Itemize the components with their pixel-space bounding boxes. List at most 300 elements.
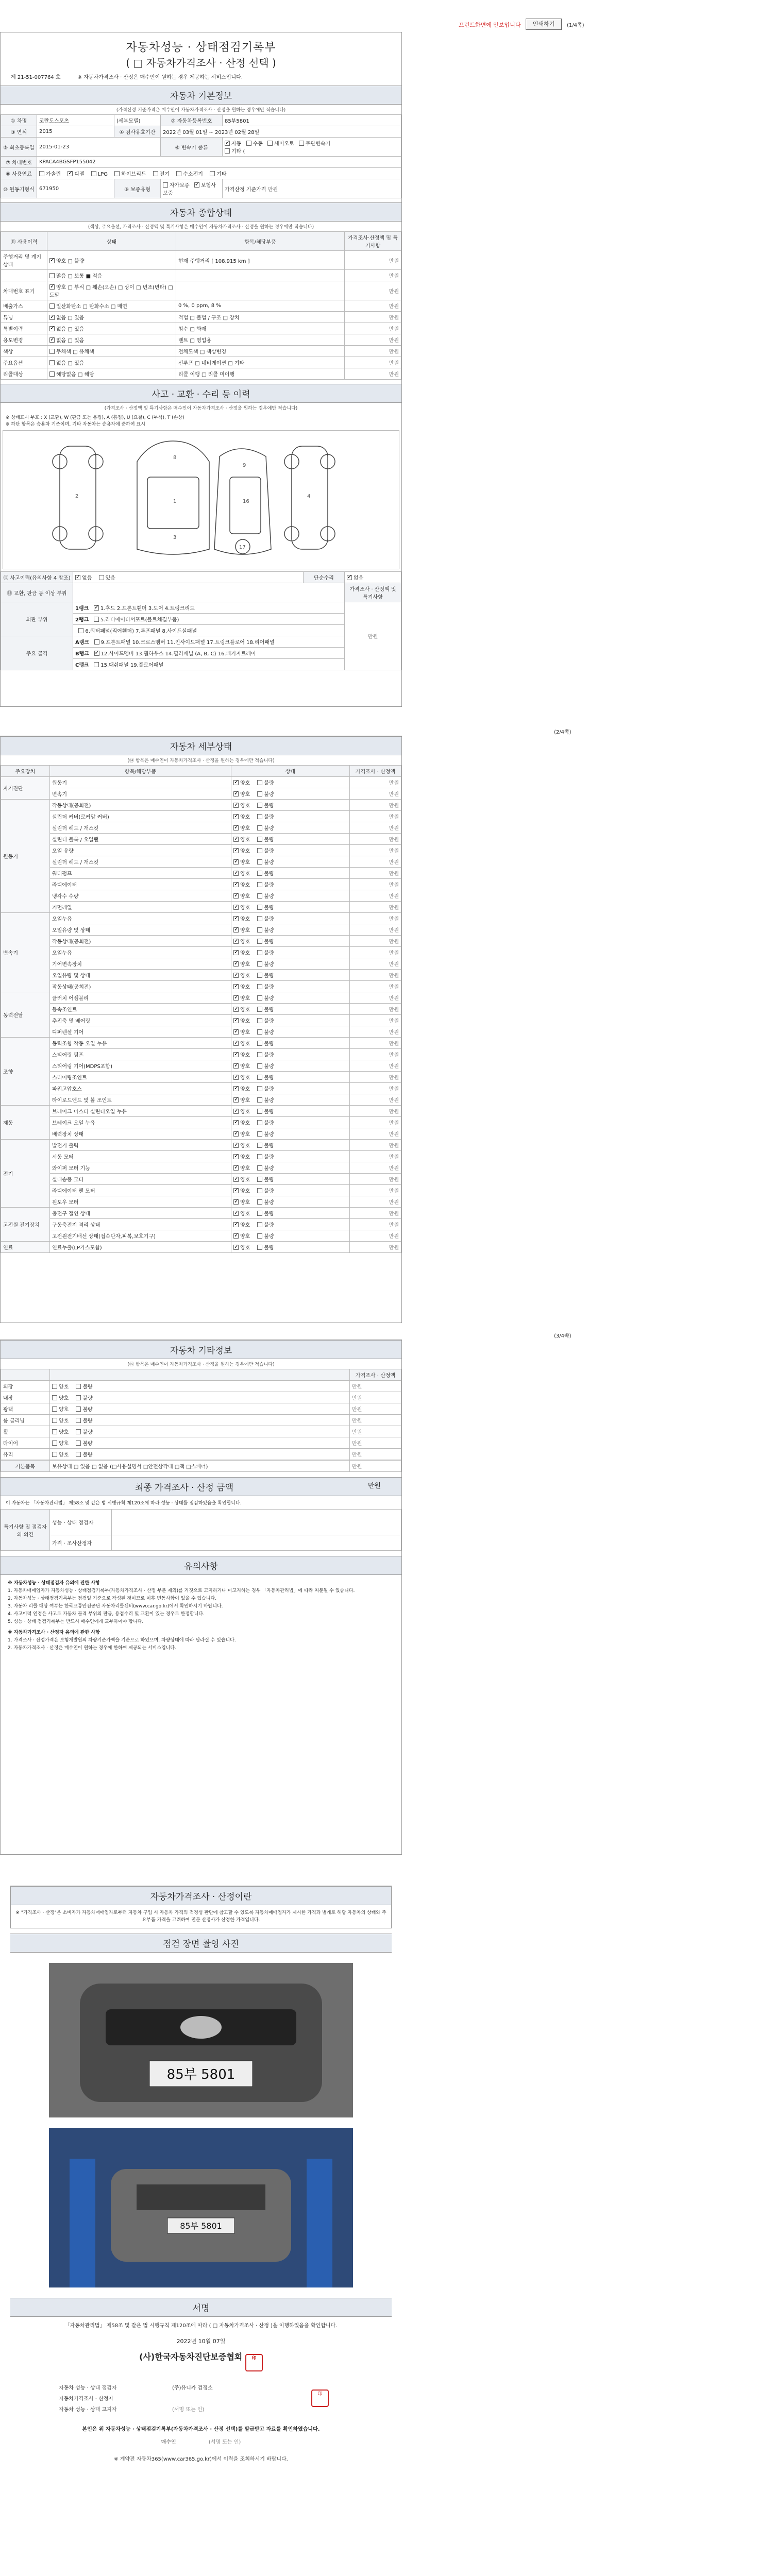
check[interactable] [49, 326, 55, 331]
row-name: 주행거리 및 계기상태 [1, 251, 47, 270]
good-check[interactable] [233, 1131, 239, 1137]
detail-item: 원동기 [50, 777, 231, 788]
rank-row [73, 602, 345, 614]
bad-check[interactable] [257, 939, 262, 944]
good-label: 양호 [240, 1189, 250, 1194]
row-state-text: 해당없음 □ 해당 [56, 372, 94, 378]
bad-label: 불량 [264, 1098, 274, 1104]
bad-check[interactable] [257, 1154, 262, 1159]
detail-group: 고전원 전기장치 [1, 1208, 50, 1242]
page-2 [0, 736, 402, 1323]
bad-check[interactable] [257, 837, 262, 842]
good-check[interactable] [233, 1109, 239, 1114]
detail-state [231, 1208, 350, 1219]
fuel-lpg: LPG [97, 172, 108, 177]
dealer-sign: (서명 또는 인) [172, 2407, 205, 2413]
row-price: 만원 [345, 312, 401, 323]
good-label: 양호 [240, 928, 250, 934]
simple-none-check[interactable] [347, 575, 352, 580]
good-check[interactable] [233, 1211, 239, 1216]
detail-row [1, 777, 401, 788]
good-check[interactable] [233, 780, 239, 785]
bad-check[interactable] [257, 893, 262, 899]
good-label: 양호 [59, 1418, 69, 1424]
detail-price: 만원 [350, 1185, 401, 1196]
detail-row [1, 970, 401, 981]
overview-row [1, 368, 401, 380]
detail-item: 브레이크 오일 누유 [50, 1117, 231, 1128]
other-row [1, 1392, 401, 1403]
trans-other-check[interactable] [225, 148, 230, 154]
bad-check[interactable] [76, 1429, 81, 1434]
detail-item: 스티어링조인트 [50, 1072, 231, 1083]
car-outline-diagram [3, 431, 400, 569]
good-check[interactable] [233, 1018, 239, 1023]
detail-price: 만원 [350, 1162, 401, 1174]
note-label: 특기사항 및 점검자의 의견 [1, 1510, 50, 1551]
good-check[interactable] [233, 791, 239, 796]
detail-state [231, 1049, 350, 1060]
row-name: 주요옵션 [1, 357, 47, 368]
good-check[interactable] [233, 1222, 239, 1227]
check[interactable] [94, 662, 99, 667]
good-label: 양호 [240, 996, 250, 1002]
bad-label: 불량 [264, 1166, 274, 1172]
detail-item: 동력조향 작동 오일 누유 [50, 1038, 231, 1049]
detail-item: 파워고압호스 [50, 1083, 231, 1094]
bad-check[interactable] [76, 1440, 81, 1446]
detail-price: 만원 [350, 879, 401, 890]
detail-state [231, 1083, 350, 1094]
detail-item: 실린더 헤드 / 개스킷 [50, 822, 231, 834]
good-check[interactable] [233, 1154, 239, 1159]
good-label: 양호 [240, 781, 250, 786]
good-check[interactable] [52, 1429, 57, 1434]
good-check[interactable] [52, 1452, 57, 1457]
bad-check[interactable] [76, 1395, 81, 1400]
other-state [50, 1403, 350, 1415]
check[interactable] [49, 284, 55, 290]
svg-text:8: 8 [173, 455, 177, 461]
bad-label: 불량 [264, 905, 274, 911]
bad-check[interactable] [257, 848, 262, 853]
price-label: 가격 · 조사산정자 [50, 1535, 112, 1551]
row-state [47, 368, 176, 380]
detail-price: 만원 [350, 1060, 401, 1072]
rank-parts: 9.프론트패널 10.크로스멤버 11.인사이드패널 17.트렁크플로어 18.리어패널 [100, 640, 275, 646]
good-check[interactable] [233, 1041, 239, 1046]
detail-item: 오일누유 [50, 913, 231, 924]
rank-row [73, 636, 345, 648]
check[interactable] [94, 651, 99, 656]
fuel-lpg-check[interactable] [91, 171, 96, 176]
check[interactable] [49, 273, 55, 278]
good-check[interactable] [233, 1199, 239, 1205]
org-stamp: 印 [245, 2354, 263, 2371]
footer-notice: ※ 계약전 자동차365(www.car365.go.kr)에서 이력을 조회하시기 바랍니다. [114, 2456, 288, 2462]
detail-item: 배력장치 상태 [50, 1128, 231, 1140]
note-line: ※ 자동차성능 · 상태점검자 유의에 관한 사항 [8, 1581, 100, 1586]
bad-check[interactable] [257, 916, 262, 921]
good-label: 양호 [240, 917, 250, 922]
good-label: 양호 [240, 905, 250, 911]
detail-state [231, 1230, 350, 1242]
rank-name: A랭크 [75, 640, 90, 646]
bad-check[interactable] [76, 1384, 81, 1389]
bad-label: 불량 [264, 883, 274, 888]
good-check[interactable] [233, 1075, 239, 1080]
overview-sub: (색상, 주요옵션, 가격조사 · 산정액 및 특기사항은 매수인이 자동차가격조사 · 산정을 원하는 경우에만 적습니다) [88, 225, 314, 230]
good-check[interactable] [233, 848, 239, 853]
fuel-hybrid-check[interactable] [114, 171, 120, 176]
warranty-label: ⑨ 보증유형 [114, 179, 161, 198]
good-check[interactable] [233, 1007, 239, 1012]
check[interactable] [94, 605, 99, 611]
good-check[interactable] [233, 927, 239, 933]
row-state [47, 300, 176, 312]
simple-none: 없음 [354, 575, 364, 581]
other-row [1, 1449, 401, 1460]
bad-check[interactable] [257, 973, 262, 978]
fuel-h2-check[interactable] [176, 171, 181, 176]
good-label: 양호 [240, 1019, 250, 1024]
good-check[interactable] [233, 825, 239, 831]
detail-price: 만원 [350, 1174, 401, 1185]
detail-row [1, 800, 401, 811]
bad-check[interactable] [257, 995, 262, 1001]
detail-item: 등속조인트 [50, 1004, 231, 1015]
bad-check[interactable] [257, 780, 262, 785]
dealer-role: 자동차 성능 · 상태 고지자 [59, 2407, 117, 2413]
bad-label: 불량 [264, 1053, 274, 1058]
fuel-ev-check[interactable] [153, 171, 158, 176]
doc-title: 자동차성능 · 상태점검기록부 [126, 41, 276, 54]
good-label: 양호 [240, 1211, 250, 1217]
detail-item: 구동축전지 격리 상태 [50, 1219, 231, 1230]
check[interactable] [94, 639, 99, 645]
detail-state [231, 936, 350, 947]
bad-label: 불량 [264, 985, 274, 990]
basic-items-label: 기본품목 [1, 1461, 50, 1472]
good-check[interactable] [233, 882, 239, 887]
row-item [176, 270, 345, 281]
detail-group: 원동기 [1, 800, 50, 913]
bad-check[interactable] [257, 1041, 262, 1046]
bad-check[interactable] [257, 1018, 262, 1023]
good-check[interactable] [233, 893, 239, 899]
basic-items: 보유상태 □ 있음 □ 없음 (□사용설명서 □안전삼각대 □잭 □스패너) [50, 1461, 350, 1472]
detail-row [1, 958, 401, 970]
detail-state [231, 958, 350, 970]
detail-state [231, 970, 350, 981]
front-photo [49, 1963, 353, 2117]
bad-check[interactable] [257, 1052, 262, 1057]
good-check[interactable] [233, 1177, 239, 1182]
bad-check[interactable] [76, 1418, 81, 1423]
detail-row [1, 1151, 401, 1162]
detail-state [231, 1151, 350, 1162]
bad-label: 불량 [82, 1384, 93, 1390]
detail-price: 만원 [350, 1117, 401, 1128]
good-label: 양호 [59, 1396, 69, 1401]
good-check[interactable] [233, 973, 239, 978]
good-check[interactable] [233, 1233, 239, 1239]
other-label: 유리 [1, 1449, 50, 1460]
bad-check[interactable] [257, 859, 262, 865]
price-basis-label: 가격산정 기준가격 [225, 187, 266, 193]
bad-label: 불량 [82, 1396, 93, 1401]
detail-row [1, 992, 401, 1004]
bad-check[interactable] [257, 950, 262, 955]
good-check[interactable] [233, 1120, 239, 1125]
detail-group: 변속기 [1, 913, 50, 992]
bad-check[interactable] [257, 1233, 262, 1239]
rank-parts: 6.쿼터패널(리어휀더) 7.루프패널 8.사이드실패널 [85, 629, 197, 634]
bad-check[interactable] [257, 791, 262, 796]
good-check[interactable] [233, 1165, 239, 1171]
good-label: 양호 [240, 1041, 250, 1047]
page-1 [0, 32, 402, 707]
trans-options [223, 138, 401, 157]
detail-row [1, 1219, 401, 1230]
detail-state [231, 1242, 350, 1253]
history-yes-check[interactable] [99, 575, 104, 580]
check[interactable] [49, 371, 55, 377]
bad-check[interactable] [257, 1086, 262, 1091]
front-plate-text: 85부 5801 [166, 2067, 236, 2082]
final-head-text: 최종 가격조사 · 산정 금액 [135, 1483, 234, 1493]
good-check[interactable] [233, 916, 239, 921]
good-check[interactable] [233, 837, 239, 842]
check[interactable] [49, 258, 55, 263]
check[interactable] [94, 617, 99, 622]
bad-check[interactable] [257, 1211, 262, 1216]
trans-auto-check[interactable] [225, 141, 230, 146]
perf-label: 성능 · 상태 점검자 [50, 1510, 112, 1535]
good-check[interactable] [233, 1188, 239, 1193]
row-item: 선루프 □ 네비게이션 □ 기타 [176, 357, 345, 368]
bad-check[interactable] [257, 1120, 262, 1125]
good-label: 양호 [59, 1452, 69, 1458]
good-label: 양호 [240, 815, 250, 820]
other-state [50, 1437, 350, 1449]
other-price: 만원 [350, 1415, 401, 1426]
rank-parts: 1.후드 2.프론트휀더 3.도어 4.트렁크리드 [100, 606, 195, 612]
plate: 85부5801 [223, 115, 401, 126]
bad-label: 불량 [264, 1121, 274, 1126]
other-label: 내장 [1, 1392, 50, 1403]
bad-check[interactable] [257, 1177, 262, 1182]
detail-row [1, 1026, 401, 1038]
detail-state [231, 1015, 350, 1026]
good-check[interactable] [52, 1418, 57, 1423]
check[interactable] [49, 303, 55, 309]
good-check[interactable] [233, 1245, 239, 1250]
bad-check[interactable] [257, 1143, 262, 1148]
part-area [73, 583, 345, 602]
detail-row [1, 1072, 401, 1083]
detail-state [231, 822, 350, 834]
bad-label: 불량 [264, 1030, 274, 1036]
bad-check[interactable] [257, 1029, 262, 1035]
bad-check[interactable] [76, 1406, 81, 1412]
note-line: 1. 가격조사 · 산정가격은 보험개발원의 차량기준가액을 기준으로 하였으며, 차량상태에 따라 달라질 수 있습니다. [8, 1638, 236, 1643]
other-row [1, 1403, 401, 1415]
bad-check[interactable] [257, 961, 262, 967]
good-check[interactable] [52, 1384, 57, 1389]
bad-check[interactable] [257, 905, 262, 910]
good-check[interactable] [233, 984, 239, 989]
detail-row [1, 1015, 401, 1026]
good-check[interactable] [233, 1052, 239, 1057]
detail-state [231, 834, 350, 845]
rank-parts: 5.라디에이터서포트(볼트체결부품) [100, 617, 179, 623]
bad-label: 불량 [264, 1109, 274, 1115]
good-check[interactable] [233, 1097, 239, 1103]
good-check[interactable] [233, 1143, 239, 1148]
detail-row [1, 1242, 401, 1253]
good-check[interactable] [233, 1086, 239, 1091]
bad-label: 불량 [82, 1452, 93, 1458]
bad-label: 불량 [264, 1177, 274, 1183]
bad-check[interactable] [257, 1199, 262, 1205]
bad-label: 불량 [264, 837, 274, 843]
bad-label: 불량 [264, 951, 274, 956]
page-3 [0, 1340, 402, 1855]
bad-check[interactable] [257, 882, 262, 887]
outer-label: 외판 부위 [1, 602, 73, 636]
fuel-gasoline-check[interactable] [39, 171, 44, 176]
good-check[interactable] [233, 995, 239, 1001]
detail-state [231, 845, 350, 856]
check[interactable] [78, 628, 83, 633]
vin: KPACA4BGSFP155042 [37, 157, 401, 168]
good-check[interactable] [233, 961, 239, 967]
row-item: 전체도색 □ 색상변경 [176, 346, 345, 357]
check[interactable] [49, 315, 55, 320]
svg-text:2: 2 [75, 494, 79, 499]
fuel-other-check[interactable] [210, 171, 215, 176]
trans-cvt-check[interactable] [299, 141, 304, 146]
row-price: 만원 [345, 323, 401, 334]
good-check[interactable] [233, 803, 239, 808]
good-check[interactable] [233, 950, 239, 955]
good-check[interactable] [233, 814, 239, 819]
good-label: 양호 [240, 1087, 250, 1092]
bad-check[interactable] [257, 1007, 262, 1012]
bad-check[interactable] [257, 984, 262, 989]
good-label: 양호 [240, 883, 250, 888]
bad-check[interactable] [257, 871, 262, 876]
good-check[interactable] [52, 1395, 57, 1400]
detail-price: 만원 [350, 936, 401, 947]
detail-row [1, 947, 401, 958]
other-price: 만원 [350, 1392, 401, 1403]
bad-label: 불량 [264, 1200, 274, 1206]
detail-state [231, 992, 350, 1004]
main-label: 주요 골격 [1, 636, 73, 670]
bad-check[interactable] [257, 1075, 262, 1080]
good-label: 양호 [240, 973, 250, 979]
note-line: 2. 자동차성능 · 상태점검기록부는 점검일 기준으로 작성된 것이므로 이후 변동사항이 있을 수 있습니다. [8, 1596, 217, 1601]
simple-label: 단순수리 [304, 572, 345, 583]
bad-label: 불량 [264, 928, 274, 934]
detail-group: 조향 [1, 1038, 50, 1106]
fuel-diesel-check[interactable] [68, 171, 73, 176]
good-label: 양호 [59, 1407, 69, 1413]
detail-row [1, 1004, 401, 1015]
good-check[interactable] [233, 1029, 239, 1035]
bad-check[interactable] [76, 1452, 81, 1457]
detail-row [1, 1049, 401, 1060]
good-check[interactable] [233, 859, 239, 865]
bad-check[interactable] [257, 1222, 262, 1227]
good-check[interactable] [233, 939, 239, 944]
detail-price: 만원 [350, 1083, 401, 1094]
detail-state [231, 879, 350, 890]
good-check[interactable] [233, 871, 239, 876]
good-check[interactable] [52, 1406, 57, 1412]
bad-check[interactable] [257, 1188, 262, 1193]
check[interactable] [49, 349, 55, 354]
good-check[interactable] [52, 1440, 57, 1446]
detail-row [1, 856, 401, 868]
warranty-options [161, 179, 223, 198]
car-name: 코란도스포츠 [37, 115, 114, 126]
row-state [47, 312, 176, 323]
detail-state [231, 788, 350, 800]
bad-check[interactable] [257, 1245, 262, 1250]
bad-check[interactable] [257, 803, 262, 808]
warranty-ins-check[interactable] [194, 182, 199, 188]
bad-label: 불량 [264, 860, 274, 866]
page-indicator: (1/4쪽) [567, 23, 584, 28]
rank-row [73, 648, 345, 659]
detail-price: 만원 [350, 1072, 401, 1083]
bad-check[interactable] [257, 1097, 262, 1103]
accident-head: 사고 · 교환 · 수리 등 이력 [1, 384, 401, 403]
bad-check[interactable] [257, 1131, 262, 1137]
trans-manual-check[interactable] [246, 141, 251, 146]
bad-check[interactable] [257, 1165, 262, 1171]
detail-item: 오일유량 및 상태 [50, 970, 231, 981]
detail-item: 작동상태(공회전) [50, 800, 231, 811]
check[interactable] [49, 360, 55, 365]
detail-item: 오일유량 및 상태 [50, 924, 231, 936]
good-check[interactable] [233, 905, 239, 910]
warranty-self-check[interactable] [163, 182, 168, 188]
check[interactable] [49, 337, 55, 343]
good-check[interactable] [233, 1063, 239, 1069]
trans-semi-check[interactable] [267, 141, 273, 146]
col-state: 상태 [231, 766, 350, 777]
detail-price: 만원 [350, 845, 401, 856]
overview-row [1, 334, 401, 346]
trans-manual: 수동 [253, 141, 263, 147]
good-label: 양호 [240, 985, 250, 990]
row-name: 차대번호 표기 [1, 281, 47, 300]
bad-check[interactable] [257, 825, 262, 831]
bad-check[interactable] [257, 814, 262, 819]
detail-price: 만원 [350, 1242, 401, 1253]
bad-check[interactable] [257, 1063, 262, 1069]
note-line: 3. 자동차 리콜 대상 여부는 한국교통안전공단 자동차리콜센터(www.car.go.kr)에서 확인하시기 바랍니다. [8, 1604, 223, 1609]
detail-item: 라디에이터 [50, 879, 231, 890]
history-none-check[interactable] [75, 575, 80, 580]
print-button[interactable]: 인쇄하기 [526, 19, 562, 30]
bad-check[interactable] [257, 927, 262, 933]
bad-check[interactable] [257, 1109, 262, 1114]
